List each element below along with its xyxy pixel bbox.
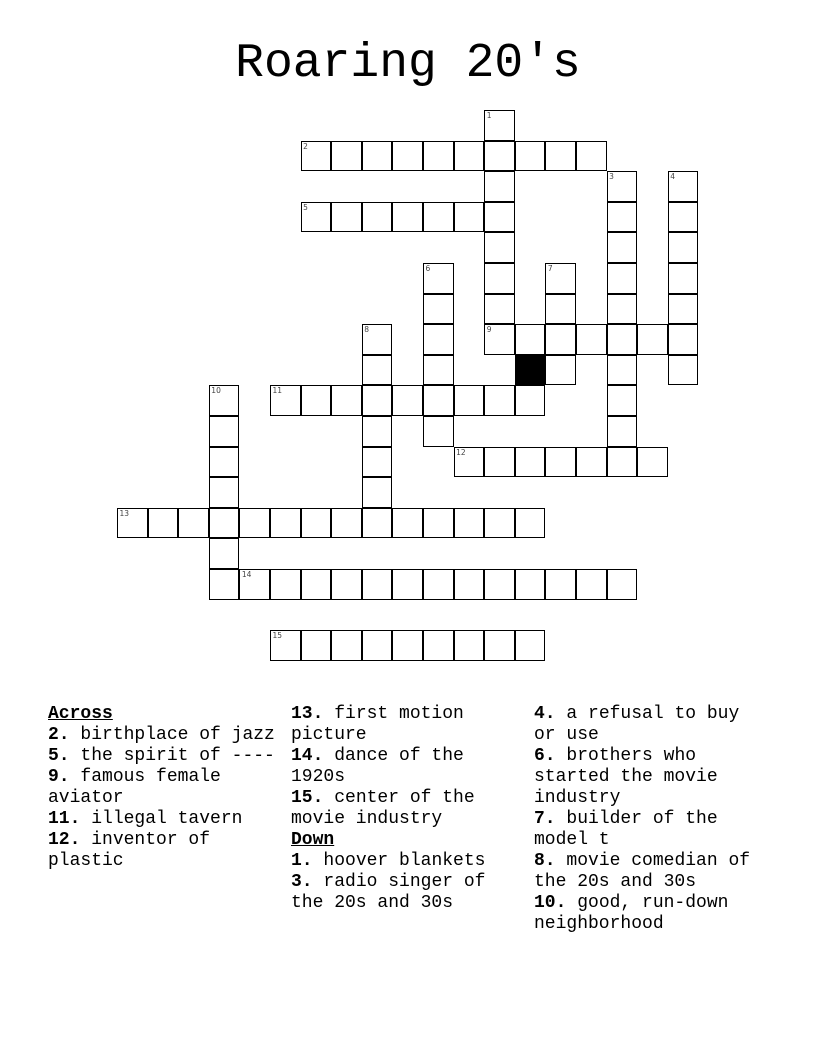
clue-across-2: 2. birthplace of jazz (48, 725, 275, 745)
clue-number-2: 2 (303, 141, 308, 151)
clue-number-3: 3 (609, 172, 614, 182)
grid-cell[interactable] (607, 263, 638, 294)
grid-cell[interactable] (576, 447, 607, 478)
grid-cell[interactable] (576, 569, 607, 600)
grid-cell[interactable] (423, 355, 454, 386)
grid-cell[interactable] (392, 385, 423, 416)
grid-cell[interactable] (668, 324, 699, 355)
grid-cell[interactable] (423, 141, 454, 172)
clue-down-10: 10. good, run-down neighborhood (534, 893, 729, 934)
grid-cell[interactable] (515, 385, 546, 416)
clues-column-3 (534, 704, 770, 935)
grid-cell[interactable] (545, 569, 576, 600)
clue-down-8: 8. movie comedian of the 20s and 30s (534, 851, 751, 892)
down-heading: Down (291, 830, 335, 850)
clue-across-15: 15. center of the movie industry (291, 788, 475, 829)
clue-down-3: 3. radio singer of the 20s and 30s (291, 872, 486, 913)
grid-cell[interactable] (637, 324, 668, 355)
grid-cell[interactable] (392, 569, 423, 600)
grid-cell[interactable] (515, 447, 546, 478)
clue-down-7: 7. builder of the model t (534, 809, 718, 850)
grid-cell[interactable] (178, 508, 209, 539)
grid-cell[interactable] (270, 569, 301, 600)
grid-cell[interactable] (148, 508, 179, 539)
grid-cell[interactable] (362, 630, 393, 661)
clue-down-4: 4. a refusal to buy or use (534, 704, 740, 745)
clue-across-5: 5. the spirit of ---- (48, 746, 275, 766)
grid-cell[interactable] (454, 141, 485, 172)
grid-cell[interactable] (423, 508, 454, 539)
grid-cell[interactable] (239, 508, 270, 539)
grid-cell[interactable] (423, 416, 454, 447)
clue-number-11: 11 (272, 386, 283, 396)
grid-cell[interactable] (392, 630, 423, 661)
grid-cell[interactable] (331, 385, 362, 416)
clue-number-6: 6 (425, 264, 431, 273)
clue-number-8: 8 (364, 325, 370, 335)
grid-cell[interactable] (362, 416, 393, 447)
clue-number-12: 12 (456, 447, 466, 457)
clue-number-1: 1 (486, 111, 492, 120)
clue-number-10: 10 (211, 386, 221, 396)
clues-column-1 (48, 704, 284, 872)
grid-cell[interactable] (545, 141, 576, 172)
grid-cell[interactable] (362, 508, 393, 539)
clue-number-14: 14 (241, 570, 252, 579)
grid-cell[interactable] (484, 294, 515, 325)
grid-cell[interactable] (423, 569, 454, 600)
grid-cell[interactable] (362, 141, 393, 172)
grid-cell[interactable] (362, 385, 393, 416)
grid-cell[interactable] (607, 385, 638, 416)
grid-cell[interactable] (484, 508, 515, 539)
grid-cell[interactable] (301, 569, 332, 600)
clue-number-4: 4 (670, 172, 676, 182)
grid-cell[interactable] (423, 385, 454, 416)
grid-cell[interactable] (331, 202, 362, 233)
grid-cell[interactable] (515, 569, 546, 600)
grid-cell[interactable] (484, 447, 515, 478)
grid-cell[interactable] (301, 630, 332, 661)
grid-cell[interactable] (209, 508, 240, 539)
clue-down-1: 1. hoover blankets (291, 851, 486, 871)
grid-cell[interactable] (515, 141, 546, 172)
grid-cell[interactable] (545, 447, 576, 478)
grid-cell[interactable] (423, 324, 454, 355)
grid-cell[interactable] (484, 385, 515, 416)
clue-number-13: 13 (119, 508, 130, 518)
grid-cell[interactable] (392, 141, 423, 172)
grid-cell[interactable] (545, 355, 576, 386)
grid-cell[interactable] (362, 202, 393, 233)
clue-number-5: 5 (303, 202, 308, 212)
grid-cell[interactable] (484, 263, 515, 294)
grid-cell[interactable] (454, 569, 485, 600)
grid-cell[interactable] (362, 447, 393, 478)
grid-cell[interactable] (270, 508, 301, 539)
grid-cell[interactable] (607, 232, 638, 263)
clue-number-9: 9 (486, 325, 492, 335)
grid-cell[interactable] (607, 294, 638, 325)
grid-cell[interactable] (668, 263, 699, 294)
clue-across-14: 14. dance of the 1920s (291, 746, 464, 787)
grid-cell[interactable] (209, 416, 240, 447)
clues-column-2 (291, 704, 527, 914)
grid-cell[interactable] (362, 569, 393, 600)
grid-cell[interactable] (331, 508, 362, 539)
grid-cell[interactable] (668, 294, 699, 325)
grid-cell[interactable] (607, 569, 638, 600)
clue-number-15: 15 (272, 631, 283, 641)
clue-number-7: 7 (547, 264, 553, 273)
across-heading: Across (48, 704, 113, 724)
grid-cell[interactable] (301, 508, 332, 539)
grid-cell[interactable] (545, 294, 576, 325)
grid-cell[interactable] (607, 355, 638, 386)
puzzle-title: Roaring 20's (235, 37, 581, 91)
grid-cell[interactable] (362, 355, 393, 386)
grid-cell[interactable] (607, 447, 638, 478)
grid-cell[interactable] (331, 569, 362, 600)
grid-cell[interactable] (331, 141, 362, 172)
grid-cell[interactable] (454, 630, 485, 661)
clue-down-6: 6. brothers who started the movie industry (534, 746, 718, 808)
grid-cell[interactable] (545, 324, 576, 355)
grid-cell[interactable] (454, 202, 485, 233)
grid-cell[interactable] (484, 630, 515, 661)
grid-cell[interactable] (637, 447, 668, 478)
grid-cell[interactable] (209, 538, 240, 569)
grid-cell[interactable] (423, 630, 454, 661)
grid-cell[interactable] (331, 630, 362, 661)
grid-cell[interactable] (668, 355, 699, 386)
grid-cell[interactable] (209, 447, 240, 478)
grid-cell[interactable] (423, 202, 454, 233)
grid-cell[interactable] (576, 324, 607, 355)
clue-across-11: 11. illegal tavern (48, 809, 243, 829)
grid-cell[interactable] (454, 508, 485, 539)
grid-cell[interactable] (484, 202, 515, 233)
grid-cell[interactable] (668, 202, 699, 233)
grid-cell[interactable] (668, 232, 699, 263)
grid-cell[interactable] (607, 202, 638, 233)
grid-cell[interactable] (484, 141, 515, 172)
blocked-cell (515, 355, 546, 386)
grid-cell[interactable] (576, 141, 607, 172)
clue-across-12: 12. inventor of plastic (48, 830, 211, 871)
grid-cell[interactable] (423, 294, 454, 325)
grid-cell[interactable] (515, 508, 546, 539)
grid-cell[interactable] (209, 477, 240, 508)
clue-across-13: 13. first motion picture (291, 704, 464, 745)
grid-cell[interactable] (454, 385, 485, 416)
grid-cell[interactable] (484, 232, 515, 263)
grid-cell[interactable] (209, 569, 240, 600)
grid-cell[interactable] (392, 202, 423, 233)
clue-across-9: 9. famous female aviator (48, 767, 221, 808)
grid-cell[interactable] (392, 508, 423, 539)
grid-cell[interactable] (515, 324, 546, 355)
grid-cell[interactable] (607, 324, 638, 355)
grid-cell[interactable] (484, 569, 515, 600)
grid-cell[interactable] (515, 630, 546, 661)
grid-cell[interactable] (362, 477, 393, 508)
grid-cell[interactable] (301, 385, 332, 416)
grid-cell[interactable] (607, 416, 638, 447)
grid-cell[interactable] (484, 171, 515, 202)
